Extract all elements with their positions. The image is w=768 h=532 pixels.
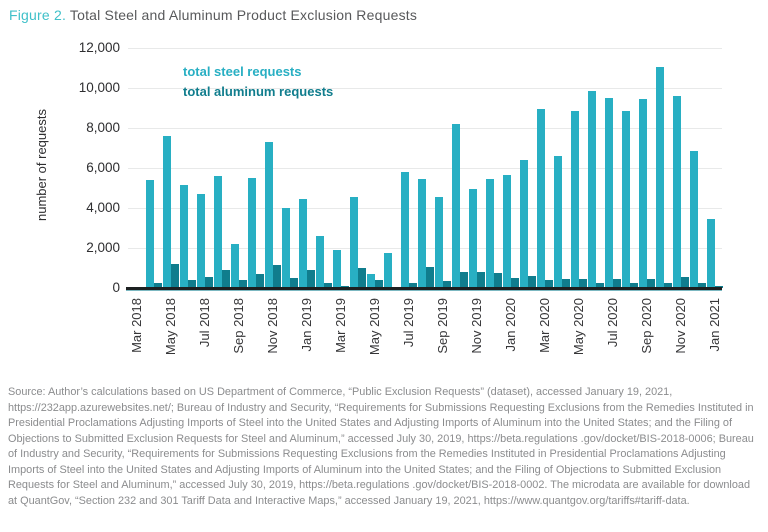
x-tick-label-nov-2020: Nov 2020 — [673, 298, 688, 354]
bar-aluminum-oct-2019 — [460, 272, 468, 288]
bar-steel-may-2020 — [571, 111, 579, 288]
x-tick-label-jan-2021: Jan 2021 — [707, 298, 722, 352]
bar-steel-apr-2018 — [146, 180, 154, 288]
bar-steel-nov-2018 — [265, 142, 273, 288]
bar-steel-jun-2018 — [180, 185, 188, 288]
figure-number-label: Figure 2. — [9, 7, 67, 23]
x-tick-label-sep-2018: Sep 2018 — [231, 298, 246, 354]
bar-aluminum-dec-2019 — [494, 273, 502, 288]
bar-steel-mar-2019 — [333, 250, 341, 288]
bar-steel-sep-2019 — [435, 197, 443, 288]
bar-aluminum-oct-2018 — [256, 274, 264, 288]
bar-aluminum-aug-2018 — [222, 270, 230, 288]
bar-steel-sep-2020 — [639, 99, 647, 288]
bar-steel-jan-2021 — [707, 219, 715, 288]
x-tick-label-nov-2018: Nov 2018 — [265, 298, 280, 354]
y-tick-label-6000: 6,000 — [86, 160, 120, 175]
x-tick-label-jul-2018: Jul 2018 — [197, 298, 212, 348]
bar-steel-nov-2019 — [469, 189, 477, 288]
bar-steel-oct-2020 — [656, 67, 664, 288]
bar-aluminum-aug-2019 — [426, 267, 434, 288]
legend-item-steel: total steel requests — [183, 64, 302, 79]
y-tick-label-10000: 10,000 — [78, 80, 120, 95]
gridline-12000 — [128, 48, 722, 49]
bar-steel-jan-2020 — [503, 175, 511, 288]
bar-steel-dec-2019 — [486, 179, 494, 288]
y-tick-label-12000: 12,000 — [78, 40, 120, 55]
y-tick-label-0: 0 — [112, 280, 120, 295]
x-tick-label-mar-2019: Mar 2019 — [333, 298, 348, 353]
x-tick-label-nov-2019: Nov 2019 — [469, 298, 484, 354]
y-tick-label-4000: 4,000 — [86, 200, 120, 215]
source-note: Source: Author’s calculations based on US Department of Commerce, “Public Exclusion Requests” (dataset), accessed January 19, 2021, https://232app.azurewebsites.net/; Bureau of Industry and Security, “Requirements for Submissions Requesting Exclusions from the Remedies Instituted in Presidential Proclamations Adjusting Imports of Steel into the United States and Adjusting Imports of Aluminum into the United States; and the Filing of Objections to Submitted Exclusion Requests for Steel and Aluminum,” accessed July 30, 2019, https://beta.regulations .gov/docket/BIS-2018-0006; Bureau of Industry and Security, “Requirements for Submissions Requesting Exclusions from the Remedies Instituted in Presidential Proclamations Adjusting Imports of Steel into the United States and Adjusting Imports of Aluminum into the United States; and the Filing of Objections to Submitted Exclusion Requests for Steel and Aluminum,” accessed July 30, 2019, https://beta.regulations .gov/docket/BIS-2018-0002. The microdata are available for download at QuantGov, “Section 232 and 301 Tariff Data and Interactive Maps,” accessed January 19, 2021, https://www.quantgov.org/tariffs#tariff-data. — [8, 386, 754, 507]
x-tick-label-sep-2020: Sep 2020 — [639, 298, 654, 354]
bar-steel-may-2019 — [367, 274, 375, 288]
bar-aluminum-may-2018 — [171, 264, 179, 288]
bar-aluminum-jan-2019 — [307, 270, 315, 288]
x-tick-label-jul-2020: Jul 2020 — [605, 298, 620, 348]
gridline-6000 — [128, 168, 722, 169]
legend-item-aluminum: total aluminum requests — [183, 84, 334, 99]
bar-steel-jun-2020 — [588, 91, 596, 288]
bar-steel-jul-2019 — [401, 172, 409, 288]
chart-legend — [183, 62, 333, 102]
y-axis-title: number of requests — [34, 109, 49, 222]
bar-steel-jun-2019 — [384, 253, 392, 288]
x-tick-label-jul-2019: Jul 2019 — [401, 298, 416, 348]
x-tick-label-may-2020: May 2020 — [571, 298, 586, 356]
bar-aluminum-nov-2018 — [273, 265, 281, 288]
y-tick-label-2000: 2,000 — [86, 240, 120, 255]
x-tick-label-mar-2020: Mar 2020 — [537, 298, 552, 353]
figure-title-text: Total Steel and Aluminum Product Exclusion Requests — [66, 7, 418, 23]
bar-steel-aug-2019 — [418, 179, 426, 288]
bar-steel-jan-2019 — [299, 199, 307, 288]
bar-steel-jul-2018 — [197, 194, 205, 288]
bar-steel-feb-2020 — [520, 160, 528, 288]
bar-aluminum-nov-2019 — [477, 272, 485, 288]
bar-steel-oct-2018 — [248, 178, 256, 288]
x-tick-label-jan-2020: Jan 2020 — [503, 298, 518, 352]
bar-steel-apr-2020 — [554, 156, 562, 288]
bar-steel-aug-2018 — [214, 176, 222, 288]
x-tick-label-may-2019: May 2019 — [367, 298, 382, 356]
bar-steel-mar-2020 — [537, 109, 545, 288]
bar-steel-jul-2020 — [605, 98, 613, 288]
figure-title — [9, 7, 417, 23]
bar-steel-may-2018 — [163, 136, 171, 288]
bar-steel-dec-2018 — [282, 208, 290, 288]
x-tick-label-may-2018: May 2018 — [163, 298, 178, 356]
x-axis-line-accent — [126, 290, 722, 291]
bar-steel-nov-2020 — [673, 96, 681, 288]
bar-steel-apr-2019 — [350, 197, 358, 288]
bar-steel-feb-2019 — [316, 236, 324, 288]
x-tick-label-mar-2018: Mar 2018 — [129, 298, 144, 353]
x-tick-label-sep-2019: Sep 2019 — [435, 298, 450, 354]
bar-steel-aug-2020 — [622, 111, 630, 288]
x-tick-label-jan-2019: Jan 2019 — [299, 298, 314, 352]
y-tick-label-8000: 8,000 — [86, 120, 120, 135]
gridline-8000 — [128, 128, 722, 129]
bar-steel-dec-2020 — [690, 151, 698, 288]
bar-steel-oct-2019 — [452, 124, 460, 288]
bar-aluminum-apr-2019 — [358, 268, 366, 288]
bar-steel-sep-2018 — [231, 244, 239, 288]
